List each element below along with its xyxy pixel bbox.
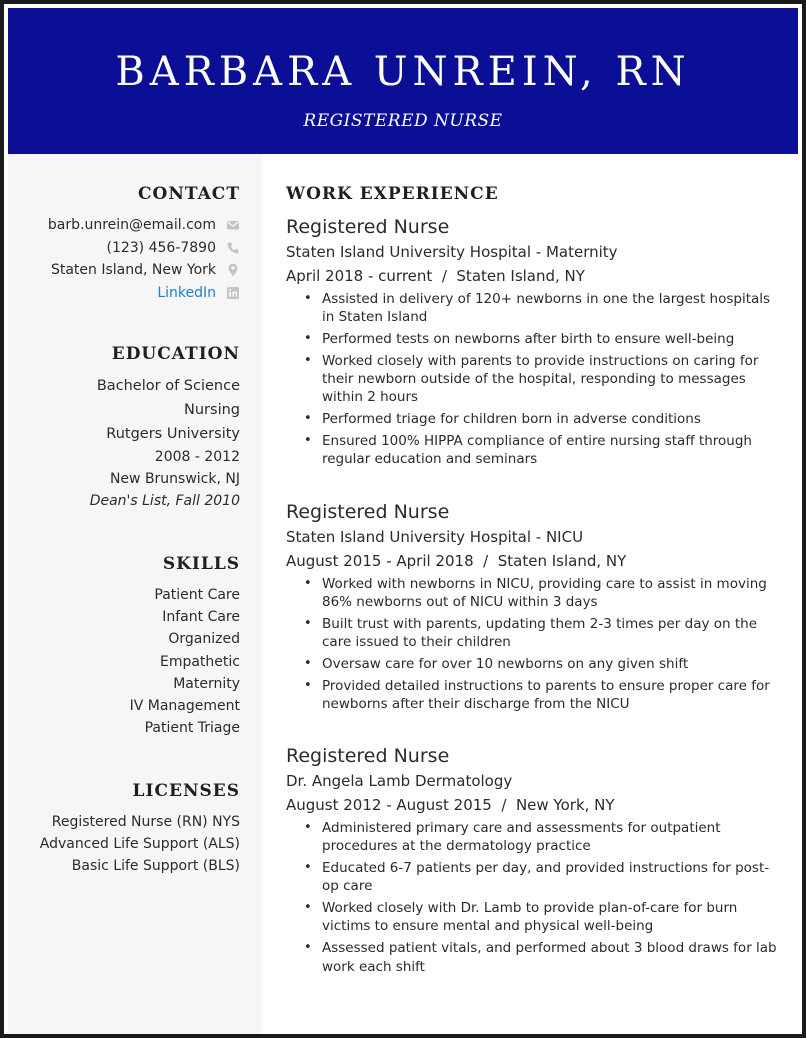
map-pin-icon	[226, 263, 240, 277]
job-bullets	[322, 819, 786, 976]
job-entry	[286, 500, 786, 717]
job-dates-location: April 2018 - current / Staten Island, NY	[286, 267, 585, 285]
job-bullet: • Built trust with parents, updating them 2-3 times per day on the care issued to their children	[322, 615, 786, 652]
skills-section	[8, 556, 240, 739]
job-title: Registered Nurse	[286, 216, 450, 238]
job-bullet: • Worked closely with parents to provide instructions on caring for their newborn outside of the hospital, responding to messages within 2 hours	[322, 352, 786, 407]
education-location: New Brunswick, NJ	[109, 471, 240, 488]
license-item: Registered Nurse (RN) NYS	[51, 814, 240, 830]
education-degree: Bachelor of Science	[96, 378, 240, 394]
skill-item: Empathetic	[159, 653, 240, 670]
education-field: Nursing	[184, 402, 240, 418]
job-dates-location: August 2015 - April 2018 / Staten Island, NY	[286, 552, 627, 570]
job-title: Registered Nurse	[286, 501, 450, 523]
license-item: Advanced Life Support (ALS)	[39, 836, 240, 853]
education-heading: EDUCATION	[111, 344, 240, 364]
skill-item: Patient Triage	[144, 720, 240, 737]
skill-item: IV Management	[129, 698, 240, 715]
candidate-name: BARBARA UNREIN, RN	[115, 49, 691, 95]
skill-item: Organized	[168, 631, 240, 648]
skill-item: Patient Care	[154, 587, 240, 603]
job-bullet: • Assisted in delivery of 120+ newborns in one the largest hospitals in Staten Island	[322, 290, 786, 327]
resume-header	[8, 8, 798, 154]
contact-phone[interactable]	[8, 237, 240, 260]
job-title: Registered Nurse	[286, 745, 450, 767]
job-bullets	[322, 290, 786, 469]
job-bullet: • Performed triage for children born in adverse conditions	[322, 410, 786, 428]
education-school: Rutgers University	[106, 426, 240, 442]
job-bullet: • Worked closely with Dr. Lamb to provide plan-of-care for burn victims to ensure mental and physical well-being	[322, 899, 786, 936]
candidate-title: REGISTERED NURSE	[303, 111, 503, 131]
linkedin-icon	[226, 286, 240, 300]
skills-heading: SKILLS	[162, 554, 240, 574]
contact-section	[8, 186, 240, 304]
education-years: 2008 - 2012	[154, 449, 240, 465]
contact-email[interactable]	[8, 214, 240, 237]
job-entry	[286, 215, 786, 472]
contact-heading: CONTACT	[138, 184, 240, 204]
job-bullet: • Administered primary care and assessments for outpatient procedures at the dermatology practice	[322, 819, 786, 856]
envelope-icon	[226, 218, 240, 232]
linkedin-link[interactable]: LinkedIn	[157, 284, 216, 301]
education-section	[8, 346, 240, 513]
work-experience-heading: WORK EXPERIENCE	[286, 184, 499, 204]
job-company: Staten Island University Hospital - Maternity	[286, 243, 618, 261]
sidebar	[8, 154, 262, 1034]
phone-icon	[226, 241, 240, 255]
job-dates-location: August 2012 - August 2015 / New York, NY	[286, 796, 615, 814]
job-bullet: • Assessed patient vitals, and performed about 3 blood draws for lab work each shift	[322, 939, 786, 976]
skill-item: Maternity	[173, 675, 240, 692]
job-bullet: • Provided detailed instructions to parents to ensure proper care for newborns after their discharge from the NICU	[322, 677, 786, 714]
job-bullet: • Ensured 100% HIPPA compliance of entire nursing staff through regular education and seminars	[322, 432, 786, 469]
licenses-heading: LICENSES	[132, 781, 240, 801]
job-bullets	[322, 575, 786, 714]
education-honor: Dean's List, Fall 2010	[89, 493, 240, 510]
job-company: Staten Island University Hospital - NICU	[286, 528, 584, 546]
skill-item: Infant Care	[162, 609, 240, 626]
license-item: Basic Life Support (BLS)	[71, 858, 240, 875]
job-bullet: • Performed tests on newborns after birth to ensure well-being	[322, 330, 786, 348]
job-bullet: • Oversaw care for over 10 newborns on any given shift	[322, 655, 786, 673]
email-text[interactable]: barb.unrein@email.com	[47, 217, 216, 233]
job-entry	[286, 744, 786, 979]
job-company: Dr. Angela Lamb Dermatology	[286, 772, 513, 790]
contact-linkedin[interactable]	[8, 282, 240, 305]
licenses-section	[8, 783, 240, 878]
job-bullet: • Worked with newborns in NICU, providing care to assist in moving 86% newborns out of NICU within 3 days	[322, 575, 786, 612]
job-bullet: • Educated 6-7 patients per day, and provided instructions for post-op care	[322, 859, 786, 896]
phone-text[interactable]: (123) 456-7890	[106, 239, 216, 256]
contact-location	[8, 259, 240, 282]
location-text: Staten Island, New York	[50, 262, 216, 278]
